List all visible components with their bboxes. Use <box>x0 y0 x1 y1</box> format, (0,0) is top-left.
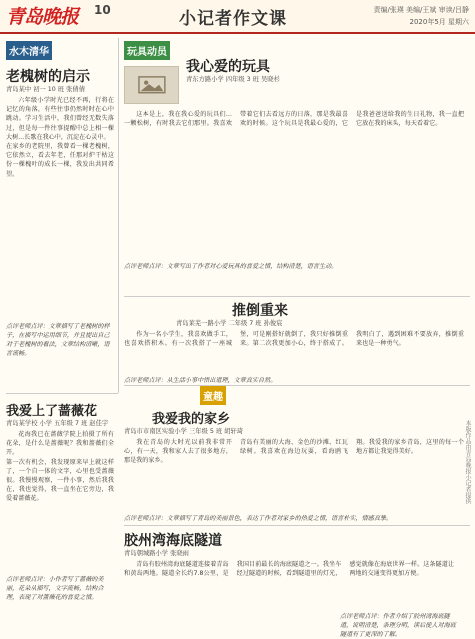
teacher-comment: 点评老师点评：小作者写了蔷薇的美丽，花朵从描写，文字流畅，结构合理，表现了对蔷薇花的喜爱之情。 <box>6 576 104 601</box>
section-divider <box>124 385 470 386</box>
article-body <box>124 438 464 514</box>
tag-badge: 玩具动员 <box>124 41 170 60</box>
teacher-comment: 点评老师点评：文章写出了作者对心爱玩具的喜爱之情，结构清楚，语言生动。 <box>124 263 338 270</box>
article-byline: 青岛市市南区实验小学 三年级 5 班 胡轩琦 <box>124 428 244 435</box>
section-divider <box>124 296 470 297</box>
section-tag <box>6 40 52 60</box>
page-number: 10 <box>94 3 111 17</box>
article-paragraph: 青岛有胶州湾海底隧道连接着青岛和黄岛两地。隧道全长约7.8公里，是我国目前最长的海底隧道之一。我坐车经过隧道的时候，看到隧道里的灯光，感觉就像在海底世界一样。这条隧道让两地的交通变得更加方便。 <box>124 561 454 578</box>
article-paragraph: 六年级小学时光已经不再，行将在记忆的角落，有些往事仍然时时在心中跳动。学习生活中，我们曾经无数失落过，但是每一件往事提醒中总上相一棵大树…长歌在我心中，沉淀在心灵中。 在家乡的老院里，我曾看一棵老槐树，它依然立，看去年老，任那对炉干枯这份一棵槐叶的成长一棵，我发出共同希望。 <box>6 97 114 178</box>
article-body <box>124 110 464 260</box>
article-byline: 青岛朝城路小学 张晓雨 <box>124 550 189 557</box>
article-title: 我爱上了蔷薇花 <box>6 404 98 419</box>
article-body <box>124 560 454 612</box>
teacher-comment: 点评老师点评：从生活小事中悟出道理，文章真实自然。 <box>124 377 277 384</box>
article-body <box>6 96 114 286</box>
article-title: 推倒重来 <box>232 303 288 319</box>
teacher-comment: 点评老师点评：文章描写了青岛的美丽景色，表达了作者对家乡的热爱之情，语言朴实，情感真挚。 <box>124 515 393 522</box>
date-info: 2020年5月 星期六 <box>409 18 469 26</box>
side-vertical-text: 本版作品由青岛晚报小记者提供 <box>464 420 471 504</box>
article-title: 我爱我的家乡 <box>152 412 231 427</box>
section-divider <box>6 393 118 394</box>
section-divider <box>124 525 470 526</box>
section-tag <box>124 40 170 60</box>
tag-badge: 水木清华 <box>6 41 52 60</box>
teacher-comment: 点评老师点评：文章描写了老槐树的样子，在描写中运用细节，并且提出自己对于老槐树的看法，文章结构清晰，语言流畅。 <box>6 323 110 357</box>
article-byline: 青岛某学校 小学 五年级 7 班 赵佳宇 <box>6 420 109 427</box>
article-paragraph: 花海我已在蔷薇学院上拍摄了所有花朵，是什么是蔷薇呢？我和蔷薇们全开。 第一次有机会，我发现原来早上就这样了，一个自一体的文字，心里也受蔷薇很。我慢慢观察，一件小事，然后我我在，我也觉得，我一直坐在它旁边，我爱着蔷薇花。 <box>6 431 114 503</box>
section-tag <box>200 385 226 405</box>
editor-info: 责编/张瑛 美编/王斌 审读/吕静 <box>373 6 469 14</box>
article-paragraph: 作为一名小学生，我喜欢做手工，也喜欢搭积木。有一次我搭了一座城堡，可是刚搭好就倒了，我只好推倒重来。第二次我更加小心，终于搭成了。我明白了，遇到困难不要放弃，推倒重来也是一种勇气。 <box>124 331 464 348</box>
article-byline: 青岛莱芜一路小学 二年级 7 班 孙俊宸 <box>176 320 283 327</box>
article-body <box>6 430 114 570</box>
article-paragraph: 我在青岛的大时光以前我非常开心，有一天，我和家人去了很多地方，那是我的家乡。 青岛有美丽的大海、金色的沙滩、红瓦绿树。我喜欢在海边玩耍，看海鸥飞翔。我爱我的家乡青岛，这里的每一个地方都让我觉得美好。 <box>124 439 464 465</box>
article-title: 老槐树的启示 <box>6 69 90 85</box>
image-icon <box>136 74 168 96</box>
article-paragraph: 这本是上，我在我心爱的玩具们…一颗松树，有时我去它们那里。我喜欢带着它们去看远方的日落，那是我最喜欢的时候。这个玩具是我最心爱的，它是我爸爸送给我的生日礼物，我一直把它放在我的床头，每天看着它。 <box>124 111 464 128</box>
page-header <box>0 0 475 34</box>
article-byline: 青岛某中 初一 10 班 张倩倩 <box>6 86 85 93</box>
article-byline: 青东方路小学 四年级 3 班 吴晓杉 <box>186 76 280 83</box>
article-title: 胶州湾海底隧道 <box>124 533 222 549</box>
article-title: 我心爱的玩具 <box>186 59 270 75</box>
article-body <box>124 330 464 376</box>
newspaper-brand: 青岛晚报 <box>6 6 79 28</box>
teacher-comment: 点评老师点评：作者介绍了胶州湾海底隧道，说明清楚，条理分明，读后使人对海底隧道有了更深的了解。 <box>340 613 456 638</box>
tag-badge: 童趣 <box>200 386 226 405</box>
toy-photo <box>124 66 179 104</box>
section-title: 小记者作文课 <box>179 9 287 29</box>
column-divider <box>118 38 119 393</box>
